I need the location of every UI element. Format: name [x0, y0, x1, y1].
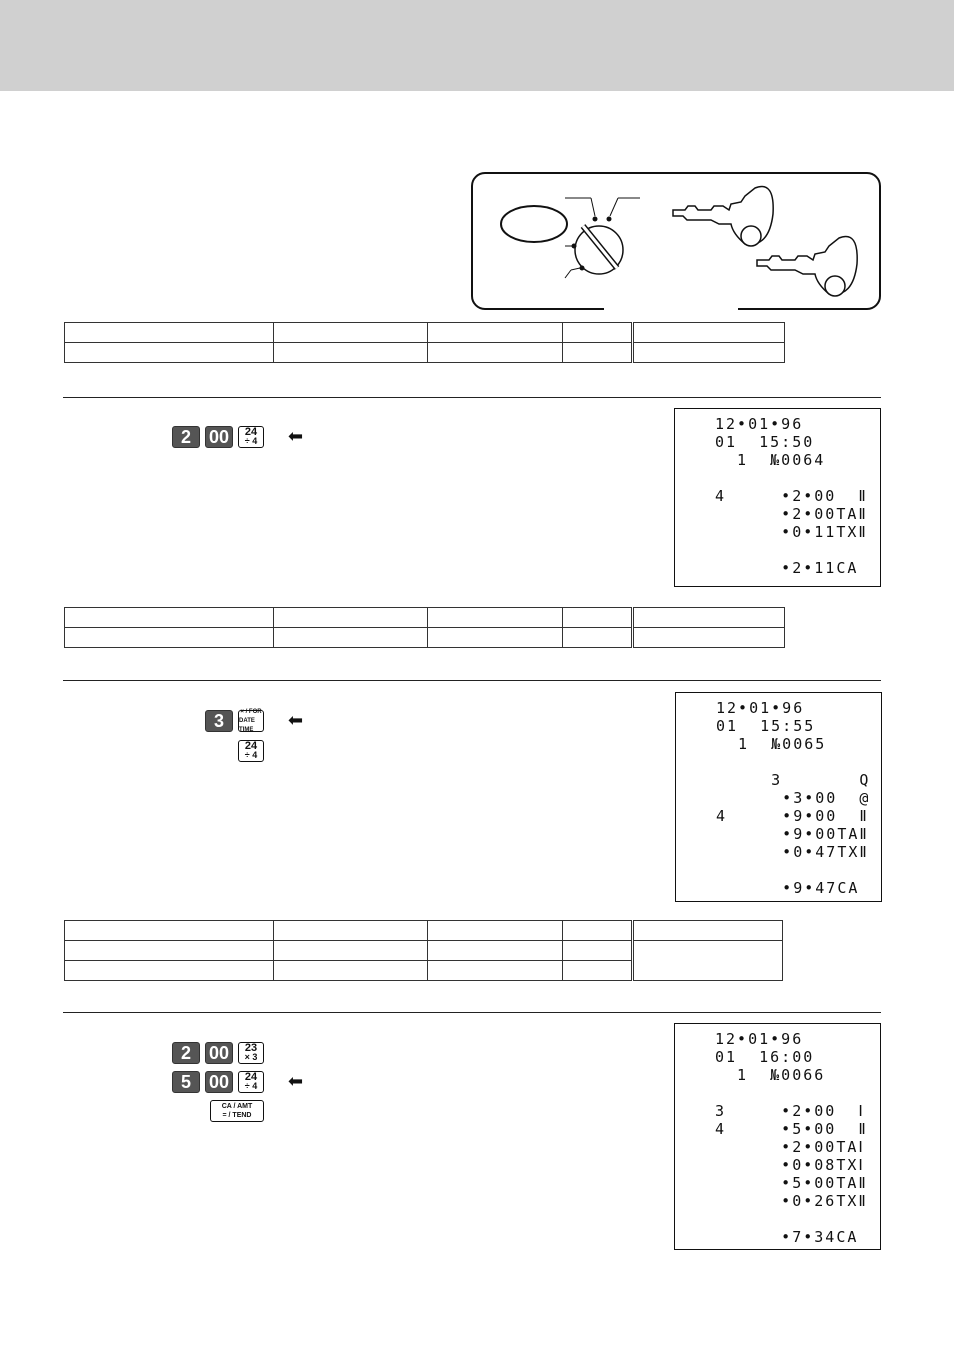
receipt-line: 1 №0066 — [715, 1066, 826, 1084]
receipt-line: 4 •2•00 Ⅱ — [715, 487, 868, 505]
dept4-key-top: 24 — [244, 740, 258, 752]
dept4-key-top: 24 — [244, 426, 258, 438]
mult-key-top: × / FOR — [240, 708, 262, 715]
dept4-key-bottom: ÷ 4 — [244, 1081, 258, 1091]
key-icon-1 — [673, 186, 773, 246]
dept4-key-top: 24 — [244, 1071, 258, 1083]
cash-key-bottom: = / TEND — [222, 1112, 252, 1119]
mode-switch-illustration — [473, 174, 879, 308]
dept3-key-bottom: × 3 — [244, 1052, 258, 1062]
receipt-line: 3 Q — [716, 771, 871, 789]
section-divider-2 — [63, 680, 881, 681]
key-2[interactable]: 2 — [172, 1042, 200, 1064]
mode-key-diagram — [471, 172, 881, 310]
receipt-line: •0•08TXⅠ — [715, 1156, 865, 1174]
dept4-key-bottom: ÷ 4 — [244, 750, 258, 760]
receipt-line: •3•00 @ — [716, 789, 871, 807]
receipt-line: •0•26TXⅡ — [715, 1192, 868, 1210]
mode-label-oval — [501, 206, 567, 242]
key-2[interactable]: 2 — [172, 426, 200, 448]
receipt-line: 12•01•96 — [715, 1030, 804, 1048]
key-icon-2 — [757, 236, 857, 296]
receipt-line: •2•11CA — [715, 559, 859, 577]
settings-table-2 — [64, 607, 785, 648]
multiply-date-time-key[interactable] — [238, 710, 264, 732]
section-divider-3 — [63, 1012, 881, 1013]
receipt-line: •9•47CA — [716, 879, 860, 897]
receipt-line: •0•11TXⅡ — [715, 523, 868, 541]
left-arrow-icon: ⬅ — [288, 710, 304, 731]
key-3[interactable]: 3 — [205, 710, 233, 732]
receipt-line: •0•47TXⅡ — [716, 843, 869, 861]
receipt-line: 01 16:00 — [715, 1048, 815, 1066]
receipt-line: •9•00TAⅡ — [716, 825, 869, 843]
receipt-line: •7•34CA — [715, 1228, 859, 1246]
receipt-line: 4 •5•00 Ⅱ — [715, 1120, 868, 1138]
receipt-line: •5•00TAⅡ — [715, 1174, 868, 1192]
header-band — [0, 0, 954, 91]
dept4-key[interactable] — [238, 740, 264, 762]
left-arrow-icon: ⬅ — [288, 426, 304, 447]
key-5[interactable]: 5 — [172, 1071, 200, 1093]
cash-key-top: CA / AMT — [221, 1103, 253, 1110]
cash-amt-tend-key[interactable] — [210, 1100, 264, 1122]
mult-key-bottom: DATE TIME — [239, 717, 255, 733]
key-00[interactable]: 00 — [205, 426, 233, 448]
key-00[interactable]: 00 — [205, 1042, 233, 1064]
receipt-line: 01 15:50 — [715, 433, 815, 451]
key-00[interactable]: 00 — [205, 1071, 233, 1093]
receipt-line: •2•00TAⅡ — [715, 505, 868, 523]
receipt-line: 12•01•96 — [715, 415, 804, 433]
receipt-line: 01 15:55 — [716, 717, 816, 735]
receipt-line: 12•01•96 — [716, 699, 805, 717]
settings-table-1 — [64, 322, 785, 363]
receipt-line: 3 •2•00 Ⅰ — [715, 1102, 865, 1120]
receipt-line: 1 №0065 — [716, 735, 827, 753]
dept3-key[interactable] — [238, 1042, 264, 1064]
receipt-1 — [674, 408, 881, 587]
section-divider-1 — [63, 397, 881, 398]
dept4-key[interactable] — [238, 1071, 264, 1093]
receipt-2 — [675, 692, 882, 902]
key-box-gap — [604, 306, 738, 312]
settings-table-3 — [64, 920, 783, 981]
receipt-line: •2•00TAⅠ — [715, 1138, 865, 1156]
dept4-key-bottom: ÷ 4 — [244, 436, 258, 446]
receipt-line: 4 •9•00 Ⅱ — [716, 807, 869, 825]
receipt-line: 1 №0064 — [715, 451, 826, 469]
dept3-key-top: 23 — [244, 1042, 258, 1054]
left-arrow-icon: ⬅ — [288, 1071, 304, 1092]
dept4-key[interactable] — [238, 426, 264, 448]
receipt-3 — [674, 1023, 881, 1250]
